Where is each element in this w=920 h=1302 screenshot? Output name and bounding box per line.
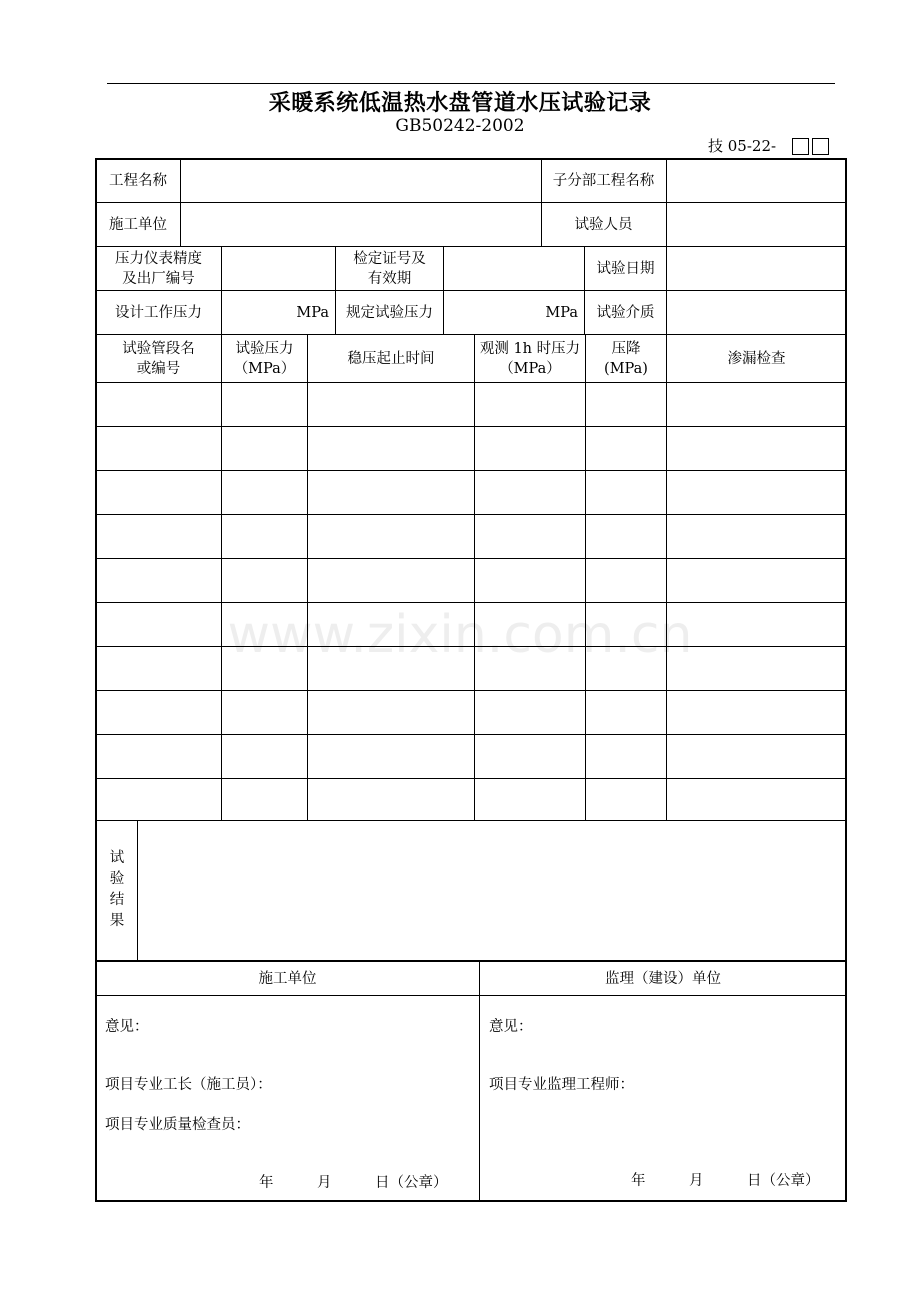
supervisor-date: 年 月 日（公章）: [631, 1173, 820, 1189]
table-row[interactable]: [96, 427, 846, 470]
form-title: 采暖系统低温热水盘管道水压试验记录: [268, 91, 652, 116]
project-name-field[interactable]: [181, 159, 541, 202]
spec-pressure-unit: MPa: [545, 304, 578, 321]
table-row[interactable]: [96, 515, 846, 558]
table-row[interactable]: [96, 691, 846, 734]
design-pressure-field[interactable]: [222, 291, 335, 334]
cert-field[interactable]: [444, 247, 584, 290]
footer-contractor-title: 施工单位: [258, 970, 317, 987]
contractor-opinion-label: 意见：: [105, 1019, 149, 1035]
contractor-date: 年 月 日（公章）: [259, 1175, 448, 1191]
project-name-label: 工程名称: [109, 172, 167, 189]
cert-label: 检定证号及 有效期: [353, 250, 426, 287]
tester-label: 试验人员: [574, 216, 633, 233]
column-header-leak-check: 渗漏检查: [727, 350, 786, 367]
table-row[interactable]: [96, 647, 846, 690]
test-date-label: 试验日期: [596, 260, 655, 277]
tester-field[interactable]: [667, 203, 846, 246]
medium-label: 试验介质: [596, 304, 655, 321]
form-code-text: 技 05-22-: [708, 137, 777, 155]
test-date-field[interactable]: [667, 247, 846, 290]
table-row[interactable]: [96, 383, 846, 426]
table-row[interactable]: [96, 559, 846, 602]
column-header-pressure-drop: 压降 (MPa): [604, 340, 648, 377]
table-row[interactable]: [96, 603, 846, 646]
standard-code: GB50242-2002: [395, 116, 525, 136]
medium-field[interactable]: [667, 291, 846, 334]
contractor-field[interactable]: [181, 203, 541, 246]
top-rule: [107, 83, 835, 84]
table-row[interactable]: [96, 779, 846, 820]
table-row[interactable]: [96, 735, 846, 778]
design-pressure-label: 设计工作压力: [115, 304, 202, 321]
sub-project-label: 子分部工程名称: [552, 172, 655, 189]
column-header-1h-pressure: 观测 1h 时压力 （MPa）: [479, 340, 581, 377]
column-header-segment: 试验管段名 或编号: [122, 340, 195, 377]
gauge-label: 压力仪表精度 及出厂编号: [115, 250, 202, 287]
watermark: www.zixin.com.cn: [227, 605, 693, 665]
qc-inspector-label: 项目专业质量检查员：: [105, 1117, 250, 1133]
table-row[interactable]: [96, 471, 846, 514]
supervisor-engineer-label: 项目专业监理工程师：: [489, 1077, 634, 1093]
supervisor-opinion-label: 意见：: [489, 1019, 533, 1035]
sub-project-field[interactable]: [667, 159, 846, 202]
spec-pressure-field[interactable]: [444, 291, 584, 334]
result-label: 试验结果: [109, 850, 125, 929]
result-field[interactable]: [138, 821, 846, 960]
gauge-field[interactable]: [222, 247, 335, 290]
contractor-label: 施工单位: [109, 216, 167, 233]
column-header-test-pressure: 试验压力 （MPa）: [233, 340, 296, 377]
column-header-hold-time: 稳压起止时间: [347, 350, 435, 367]
foreman-label: 项目专业工长（施工员）：: [105, 1077, 272, 1093]
form-code: [708, 135, 776, 156]
spec-pressure-label: 规定试验压力: [346, 304, 433, 321]
form-code-box-1[interactable]: [792, 138, 809, 155]
footer-supervisor-title: 监理（建设）单位: [605, 970, 721, 987]
design-pressure-unit: MPa: [296, 304, 329, 321]
form-code-box-2[interactable]: [812, 138, 829, 155]
